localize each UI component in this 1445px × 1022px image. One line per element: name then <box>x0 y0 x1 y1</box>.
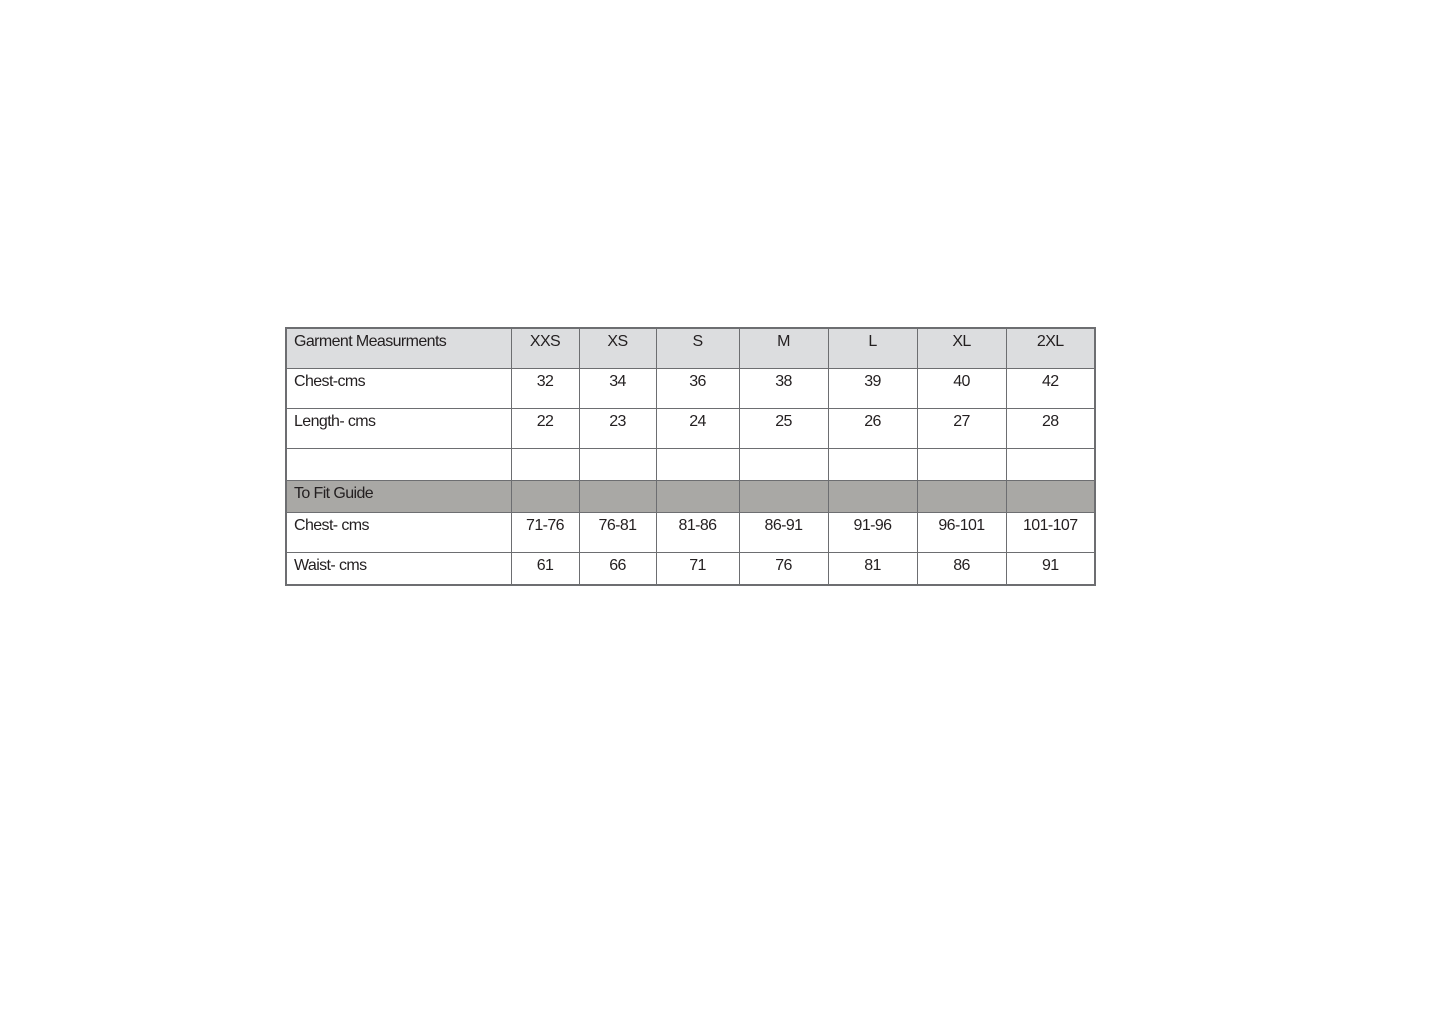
cell-value: 32 <box>536 373 554 390</box>
size-header-l: L <box>868 333 877 350</box>
size-header-cell <box>511 328 579 369</box>
table-row-fit-chest <box>286 513 1095 553</box>
value-cell <box>828 369 917 409</box>
section-cell <box>511 481 579 513</box>
size-header-xs: XS <box>607 333 628 350</box>
value-cell <box>656 513 739 553</box>
table-row-length <box>286 409 1095 449</box>
cell-value: 86 <box>953 557 970 574</box>
cell-value: 38 <box>775 373 792 390</box>
value-cell <box>917 553 1006 586</box>
size-header-cell <box>828 328 917 369</box>
value-cell <box>739 369 828 409</box>
cell-value: 23 <box>609 413 626 430</box>
size-header-cell <box>1006 328 1095 369</box>
size-header-cell <box>579 328 656 369</box>
section-cell <box>579 481 656 513</box>
cell-value: 24 <box>689 413 706 430</box>
value-cell <box>579 513 656 553</box>
cell-value: 34 <box>609 373 626 390</box>
value-cell <box>656 409 739 449</box>
value-cell <box>656 553 739 586</box>
cell-value: 66 <box>609 557 626 574</box>
cell-value: 61 <box>536 557 554 574</box>
row-label-cell <box>286 409 511 449</box>
value-cell <box>739 409 828 449</box>
cell-value: 39 <box>864 373 881 390</box>
size-header-cell <box>656 328 739 369</box>
section-cell <box>828 481 917 513</box>
cell-value: 42 <box>1041 373 1059 390</box>
cell-value: 25 <box>775 413 792 430</box>
header-label-cell <box>286 328 511 369</box>
table-row-fit-waist <box>286 553 1095 586</box>
value-cell <box>579 369 656 409</box>
value-cell <box>917 409 1006 449</box>
empty-cell <box>286 449 511 481</box>
value-cell <box>739 553 828 586</box>
cell-value: 81-86 <box>678 517 717 534</box>
header-label: Garment Measurments <box>294 333 447 350</box>
cell-value: 76-81 <box>598 517 637 534</box>
section-cell <box>656 481 739 513</box>
value-cell <box>1006 409 1095 449</box>
cell-value: 91-96 <box>853 517 892 534</box>
cell-value: 27 <box>953 413 970 430</box>
table-row-chest <box>286 369 1095 409</box>
section-label: To Fit Guide <box>294 485 374 502</box>
empty-cell <box>1006 449 1095 481</box>
value-cell <box>1006 513 1095 553</box>
size-header-2xl: 2XL <box>1036 333 1064 350</box>
blank-row <box>286 449 1095 481</box>
row-label-cell <box>286 369 511 409</box>
section-cell <box>1006 481 1095 513</box>
value-cell <box>656 369 739 409</box>
size-chart-table <box>285 327 1096 586</box>
row-label-cell <box>286 513 511 553</box>
section-header-row <box>286 481 1095 513</box>
row-label: Chest-cms <box>294 373 366 390</box>
section-cell <box>739 481 828 513</box>
cell-value: 71-76 <box>526 517 564 534</box>
cell-value: 86-91 <box>764 517 803 534</box>
cell-value: 101-107 <box>1022 517 1078 534</box>
value-cell <box>1006 553 1095 586</box>
empty-cell <box>828 449 917 481</box>
empty-cell <box>739 449 828 481</box>
cell-value: 26 <box>864 413 881 430</box>
size-header-s: S <box>692 333 703 350</box>
cell-value: 40 <box>953 373 970 390</box>
value-cell <box>828 409 917 449</box>
row-label: Waist- cms <box>294 557 367 574</box>
value-cell <box>511 513 579 553</box>
row-label: Length- cms <box>294 413 376 430</box>
value-cell <box>511 553 579 586</box>
value-cell <box>511 369 579 409</box>
size-header-xxs: XXS <box>529 333 561 350</box>
empty-cell <box>579 449 656 481</box>
value-cell <box>917 513 1006 553</box>
header-row <box>286 328 1095 369</box>
cell-value: 81 <box>864 557 881 574</box>
cell-value: 71 <box>689 557 706 574</box>
cell-value: 22 <box>536 413 554 430</box>
value-cell <box>579 553 656 586</box>
size-header-cell <box>917 328 1006 369</box>
cell-value: 36 <box>689 373 706 390</box>
value-cell <box>1006 369 1095 409</box>
empty-cell <box>917 449 1006 481</box>
row-label: Chest- cms <box>294 517 369 534</box>
size-header-cell <box>739 328 828 369</box>
cell-value: 96-101 <box>938 517 985 534</box>
value-cell <box>739 513 828 553</box>
value-cell <box>917 369 1006 409</box>
cell-value: 91 <box>1041 557 1059 574</box>
value-cell <box>828 553 917 586</box>
section-label-cell <box>286 481 511 513</box>
size-header-m: M <box>777 333 790 350</box>
section-cell <box>917 481 1006 513</box>
empty-cell <box>656 449 739 481</box>
value-cell <box>828 513 917 553</box>
value-cell <box>511 409 579 449</box>
cell-value: 76 <box>775 557 792 574</box>
cell-value: 28 <box>1041 413 1059 430</box>
size-header-xl: XL <box>952 333 971 350</box>
empty-cell <box>511 449 579 481</box>
row-label-cell <box>286 553 511 586</box>
value-cell <box>579 409 656 449</box>
